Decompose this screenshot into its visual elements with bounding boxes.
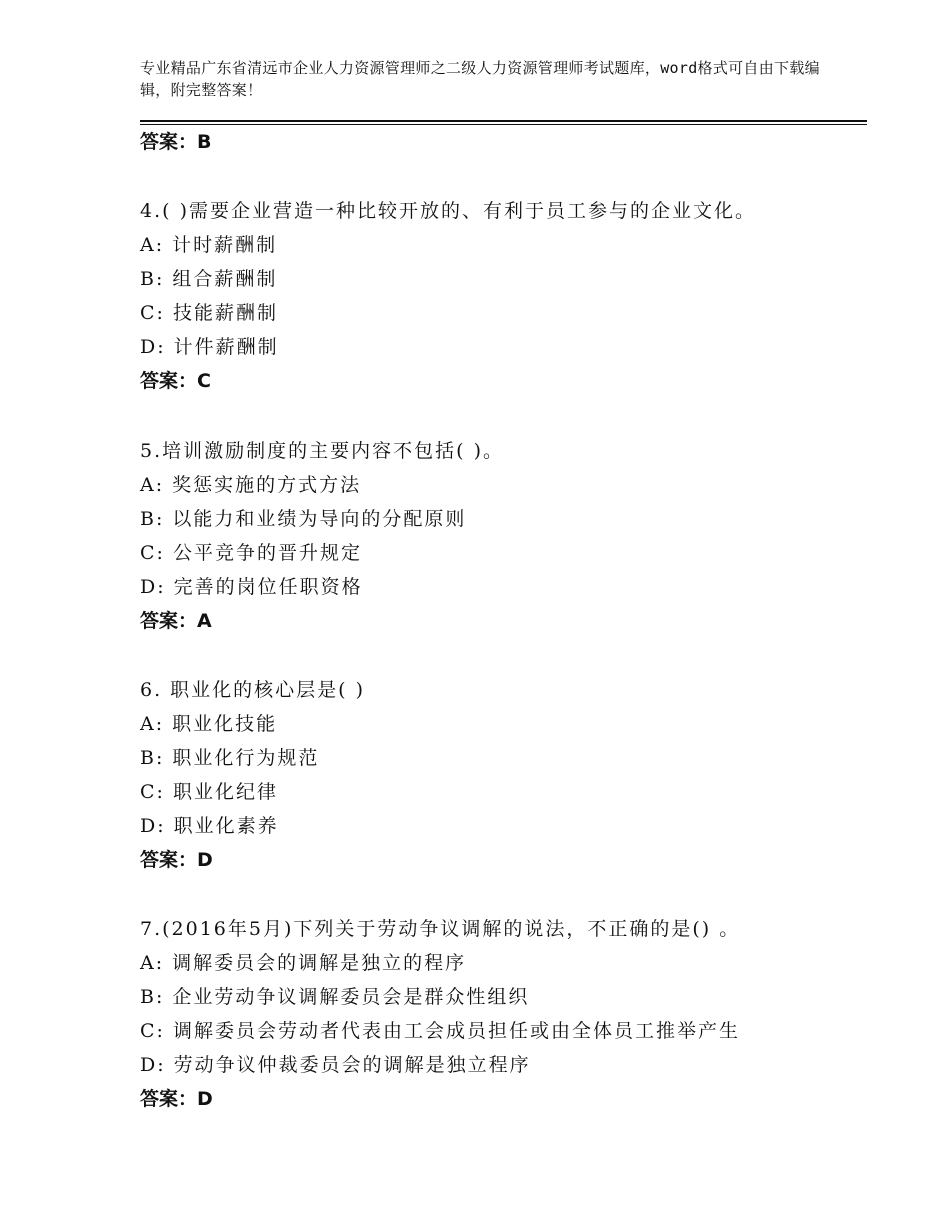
option-b: B: 职业化行为规范 [140,747,320,769]
option-a: A: 调解委员会的调解是独立的程序 [140,952,467,974]
option-d: D: 劳动争议仲裁委员会的调解是独立程序 [140,1054,531,1076]
header-divider-thin [140,124,867,125]
answer-7: 答案：D [140,1088,213,1110]
option-c: C: 调解委员会劳动者代表由工会成员担任或由全体员工推举产生 [140,1020,740,1042]
answer-6: 答案：D [140,849,213,871]
header-divider-thick [140,120,867,122]
option-a: A: 职业化技能 [140,713,278,735]
option-d: D: 计件薪酬制 [140,336,279,358]
option-c: C: 技能薪酬制 [140,302,278,324]
option-a: A: 奖惩实施的方式方法 [140,474,362,496]
question-stem-5: 5.培训激励制度的主要内容不包括( )。 [140,440,504,462]
option-b: B: 组合薪酬制 [140,268,278,290]
option-d: D: 职业化素养 [140,815,279,837]
option-c: C: 公平竞争的晋升规定 [140,542,362,564]
option-c: C: 职业化纪律 [140,781,278,803]
answer-5: 答案：A [140,610,212,632]
question-stem-6: 6. 职业化的核心层是( ) [140,679,366,701]
option-a: A: 计时薪酬制 [140,234,278,256]
question-stem-7: 7.(2016年5月)下列关于劳动争议调解的说法，不正确的是() 。 [140,918,741,940]
option-d: D: 完善的岗位任职资格 [140,576,363,598]
answer-4: 答案：C [140,370,211,392]
document-header: 专业精品广东省清远市企业人力资源管理师之二级人力资源管理师考试题库，word格式可自由下载编辑，附完整答案！ [140,59,820,99]
option-b: B: 以能力和业绩为导向的分配原则 [140,508,467,530]
option-b: B: 企业劳动争议调解委员会是群众性组织 [140,986,530,1008]
previous-answer: 答案：B [140,131,212,153]
question-stem-4: 4.( )需要企业营造一种比较开放的、有利于员工参与的企业文化。 [140,200,756,222]
